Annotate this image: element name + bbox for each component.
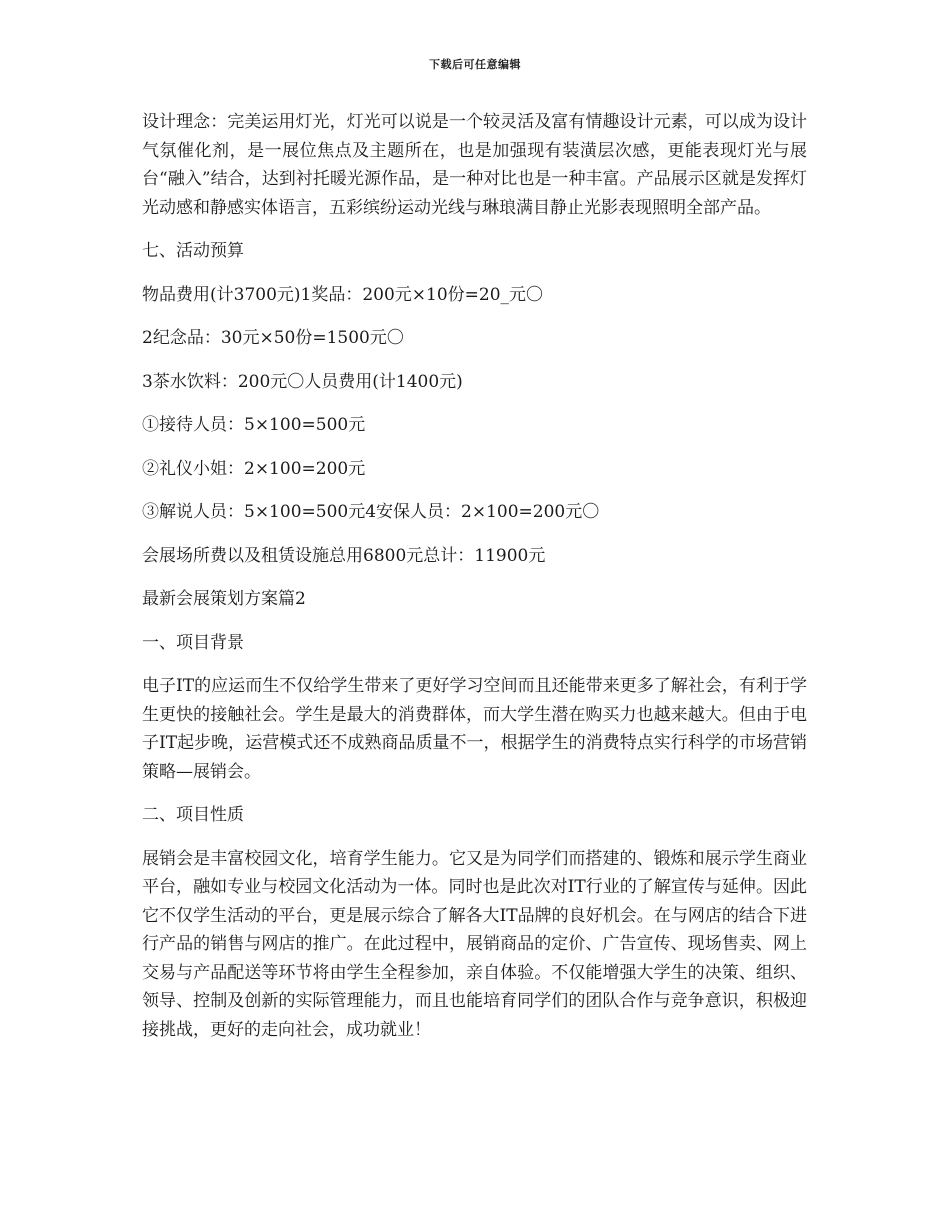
budget-line-items: 物品费用(计3700元)1奖品：200元×10份=20_元〇	[142, 284, 544, 305]
budget-line-souvenirs: 2纪念品：30元×50份=1500元〇	[142, 328, 404, 348]
budget-line-reception: ①接待人员：5×100=500元	[142, 415, 366, 435]
budget-line-drinks: 3茶水饮料：200元〇人员费用(计1400元)	[142, 371, 463, 392]
section-title-plan-2: 最新会展策划方案篇2	[142, 589, 306, 609]
paragraph-background: 电子IT的应运而生不仅给学生带来了更好学习空间而且还能带来更多了解社会，有利于学生更快的接触社会。学生是最大的消费群体，而大学生潜在购买力也越来越大。但由于电子IT起步晚，运营模式还不成熟商品质量不一，根据学生的消费特点实行科学的市场营销策略—展销会。	[142, 676, 807, 782]
section-heading-nature: 二、项目性质	[142, 805, 244, 825]
budget-total: 会展场所费以及租赁设施总用6800元总计：11900元	[142, 545, 546, 566]
document-body	[142, 108, 807, 1059]
section-heading-budget: 七、活动预算	[142, 241, 244, 261]
paragraph-nature: 展销会是丰富校园文化，培育学生能力。它又是为同学们而搭建的、锻炼和展示学生商业平台，融如专业与校园文化活动为一体。同时也是此次对IT行业的了解宣传与延伸。因此它不仅学生活动的平台，更是展示综合了解各大IT品牌的良好机会。在与网店的结合下进行产品的销售与网店的推广。在此过程中，展销商品的定价、广告宣传、现场售卖、网上交易与产品配送等环节将由学生全程参加，亲自体验。不仅能增强大学生的决策、组织、领导、控制及创新的实际管理能力，而且也能培育同学们的团队合作与竞争意识，积极迎接挑战，更好的走向社会，成功就业！	[142, 848, 807, 1040]
paragraph-design-concept: 设计理念：完美运用灯光，灯光可以说是一个较灵活及富有情趣设计元素，可以成为设计气氛催化剂，是一展位焦点及主题所在，也是加强现有装潢层次感，更能表现灯光与展台“融入”结合，达到衬托暖光源作品，是一种对比也是一种丰富。产品展示区就是发挥灯光动感和静感实体语言，五彩缤纷运动光线与琳琅满目静止光影表现照明全部产品。	[142, 112, 807, 218]
page-header: 下载后可任意编辑	[429, 58, 521, 71]
budget-line-guides-security: ③解说人员：5×100=500元4安保人员：2×100=200元〇	[142, 502, 600, 522]
budget-line-etiquette: ②礼仪小姐：2×100=200元	[142, 458, 366, 479]
section-heading-background: 一、项目背景	[142, 632, 244, 653]
